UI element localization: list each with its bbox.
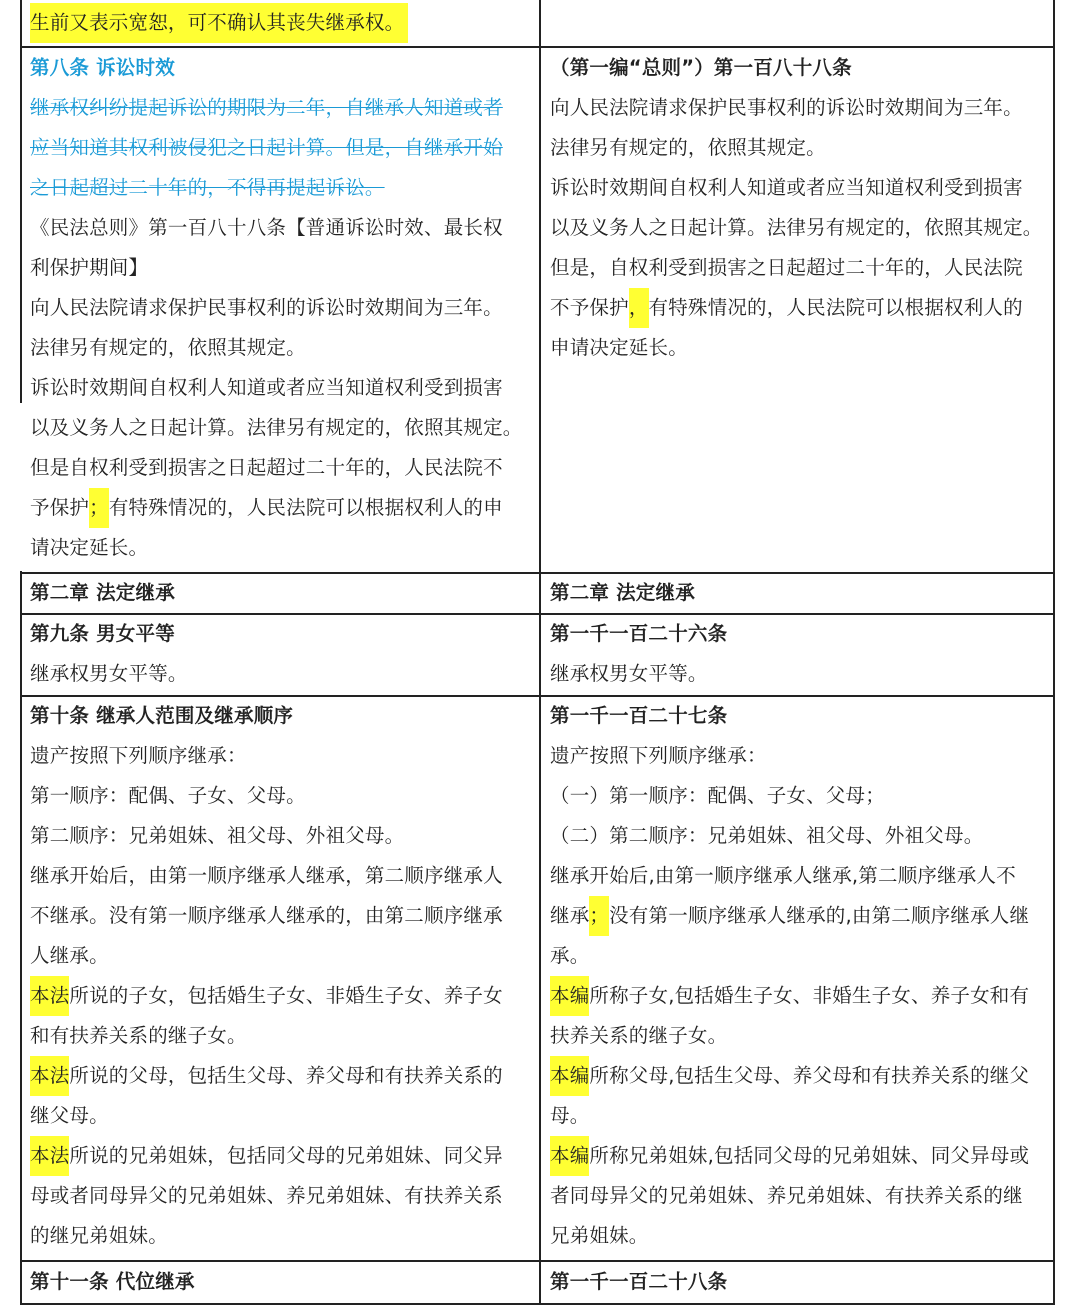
text-line: 诉讼时效期间自权利人知道或者应当知道权利受到损害 [30, 376, 503, 399]
text-line-with-highlight [550, 288, 1023, 328]
table-border-left [20, 0, 22, 1305]
highlighted-word: 本法 [30, 1136, 69, 1176]
text-line: 承。 [550, 944, 590, 967]
article-title: （第一编“总则”）第一百八十八条 [550, 56, 852, 79]
text-line: 第二顺序：兄弟姐妹、祖父母、外祖父母。 [30, 824, 405, 847]
text-segment: 继承 [550, 904, 590, 927]
text-segment: 所说的兄弟姐妹，包括同父母的兄弟姐妹、同父异 [69, 1144, 503, 1167]
text-segment: 所称兄弟姐妹,包括同父母的兄弟姐妹、同父异母或 [589, 1144, 1030, 1167]
text-line-with-highlight [550, 1056, 1029, 1096]
text-segment: 所称父母,包括生父母、养父母和有扶养关系的继父 [589, 1064, 1030, 1087]
cell-continuation-left [30, 3, 535, 45]
article-title: 第十一条 代位继承 [30, 1270, 195, 1293]
text-line: 人继承。 [30, 944, 109, 967]
highlighted-punctuation: ； [89, 488, 109, 528]
text-line: （二）第二顺序：兄弟姐妹、祖父母、外祖父母。 [550, 824, 984, 847]
cell-chapter2-right [550, 573, 1050, 613]
text-line-with-highlight [550, 896, 1029, 936]
text-line: 和有扶养关系的继子女。 [30, 1024, 247, 1047]
struck-line: 继承权纠纷提起诉讼的期限为二年，自继承人知道或者 [30, 96, 503, 119]
highlighted-punctuation: ， [629, 288, 649, 328]
article-title: 第八条 诉讼时效 [30, 56, 175, 79]
text-line-with-highlight [30, 1056, 503, 1096]
struck-line: 应当知道其权利被侵犯之日起计算。但是，自继承开始 [30, 136, 503, 159]
text-segment: 所称子女,包括婚生子女、非婚生子女、养子女和有 [589, 984, 1030, 1007]
highlighted-word: 本法 [30, 976, 69, 1016]
article-title: 第一千一百二十六条 [550, 622, 728, 645]
text-line: 继父母。 [30, 1104, 109, 1127]
text-segment: 没有第一顺序继承人继承的,由第二顺序继承人继 [609, 904, 1030, 927]
table-column-divider [539, 0, 541, 1305]
cell-art9-right [550, 614, 1050, 694]
cell-art8-left [30, 48, 535, 570]
text-line: 继承开始后,由第一顺序继承人继承,第二顺序继承人不 [550, 864, 1016, 887]
text-line: 继承开始后，由第一顺序继承人继承，第二顺序继承人 [30, 864, 503, 887]
text-line: 但是，自权利受到损害之日起超过二十年的，人民法院 [550, 256, 1023, 279]
cell-art9-left [30, 614, 535, 694]
chapter-title: 第二章 法定继承 [30, 581, 175, 604]
text-line: 继承权男女平等。 [550, 662, 708, 685]
text-segment: 有特殊情况的，人民法院可以根据权利人的申 [108, 496, 503, 519]
text-segment: 予保护 [30, 496, 90, 519]
text-line: 请决定延长。 [30, 536, 149, 559]
article-title: 第一千一百二十八条 [550, 1270, 728, 1293]
text-line: 遗产按照下列顺序继承： [30, 744, 247, 767]
text-line: 法律另有规定的，依照其规定。 [30, 336, 306, 359]
text-line: 母或者同母异父的兄弟姐妹、养兄弟姐妹、有扶养关系 [30, 1184, 503, 1207]
text-line: 但是自权利受到损害之日起超过二十年的，人民法院不 [30, 456, 503, 479]
cell-art8-right [550, 48, 1050, 570]
text-line: 法律另有规定的，依照其规定。 [550, 136, 826, 159]
article-title: 第十条 继承人范围及继承顺序 [30, 704, 294, 727]
struck-line: 之日起超过二十年的，不得再提起诉讼。 [30, 176, 385, 199]
highlighted-punctuation: ； [589, 896, 609, 936]
highlighted-word: 本法 [30, 1056, 69, 1096]
text-line: 母。 [550, 1104, 590, 1127]
highlighted-word: 本编 [550, 976, 589, 1016]
table-border-bottom [20, 1303, 1054, 1305]
text-line-with-highlight [550, 976, 1029, 1016]
text-segment: 所说的子女，包括婚生子女、非婚生子女、养子女 [69, 984, 503, 1007]
text-line: 诉讼时效期间自权利人知道或者应当知道权利受到损害 [550, 176, 1023, 199]
text-line-with-highlight [30, 976, 503, 1016]
text-line: 扶养关系的继子女。 [550, 1024, 728, 1047]
text-line: 以及义务人之日起计算。法律另有规定的，依照其规定。 [550, 216, 1043, 239]
text-line: 向人民法院请求保护民事权利的诉讼时效期间为三年。 [30, 296, 503, 319]
highlighted-text: 生前又表示宽恕，可不确认其丧失继承权。 [30, 3, 408, 43]
border-gap-spacer [20, 403, 22, 571]
cell-art10-left [30, 696, 535, 1258]
text-line: 《民法总则》第一百八十八条【普通诉讼时效、最长权 [30, 216, 503, 239]
text-line: 者同母异父的兄弟姐妹、养兄弟姐妹、有扶养关系的继 [550, 1184, 1023, 1207]
text-line-with-highlight [30, 488, 503, 528]
text-segment: 不予保护 [550, 296, 629, 319]
cell-art11-left [30, 1262, 535, 1302]
cell-art10-right [550, 696, 1050, 1258]
highlighted-word: 本编 [550, 1136, 589, 1176]
text-line: 继承权男女平等。 [30, 662, 188, 685]
cell-art11-right [550, 1262, 1050, 1302]
highlighted-word: 本编 [550, 1056, 589, 1096]
text-line-with-highlight [550, 1136, 1029, 1176]
article-title: 第九条 男女平等 [30, 622, 175, 645]
text-line: （一）第一顺序：配偶、子女、父母； [550, 784, 885, 807]
text-line: 以及义务人之日起计算。法律另有规定的，依照其规定。 [30, 416, 523, 439]
text-line: 兄弟姐妹。 [550, 1224, 649, 1247]
cell-chapter2-left [30, 573, 535, 613]
text-line: 利保护期间】 [30, 256, 149, 279]
text-line: 向人民法院请求保护民事权利的诉讼时效期间为三年。 [550, 96, 1023, 119]
text-line-with-highlight [30, 1136, 503, 1176]
text-line: 第一顺序：配偶、子女、父母。 [30, 784, 306, 807]
text-line: 不继承。没有第一顺序继承人继承的，由第二顺序继承 [30, 904, 503, 927]
chapter-title: 第二章 法定继承 [550, 581, 695, 604]
text-line: 遗产按照下列顺序继承： [550, 744, 767, 767]
text-line: 申请决定延长。 [550, 336, 688, 359]
text-segment: 所说的父母，包括生父母、养父母和有扶养关系的 [69, 1064, 503, 1087]
table-border-right [1053, 0, 1055, 1305]
text-line: 的继兄弟姐妹。 [30, 1224, 168, 1247]
article-title: 第一千一百二十七条 [550, 704, 728, 727]
text-segment: 有特殊情况的，人民法院可以根据权利人的 [648, 296, 1023, 319]
